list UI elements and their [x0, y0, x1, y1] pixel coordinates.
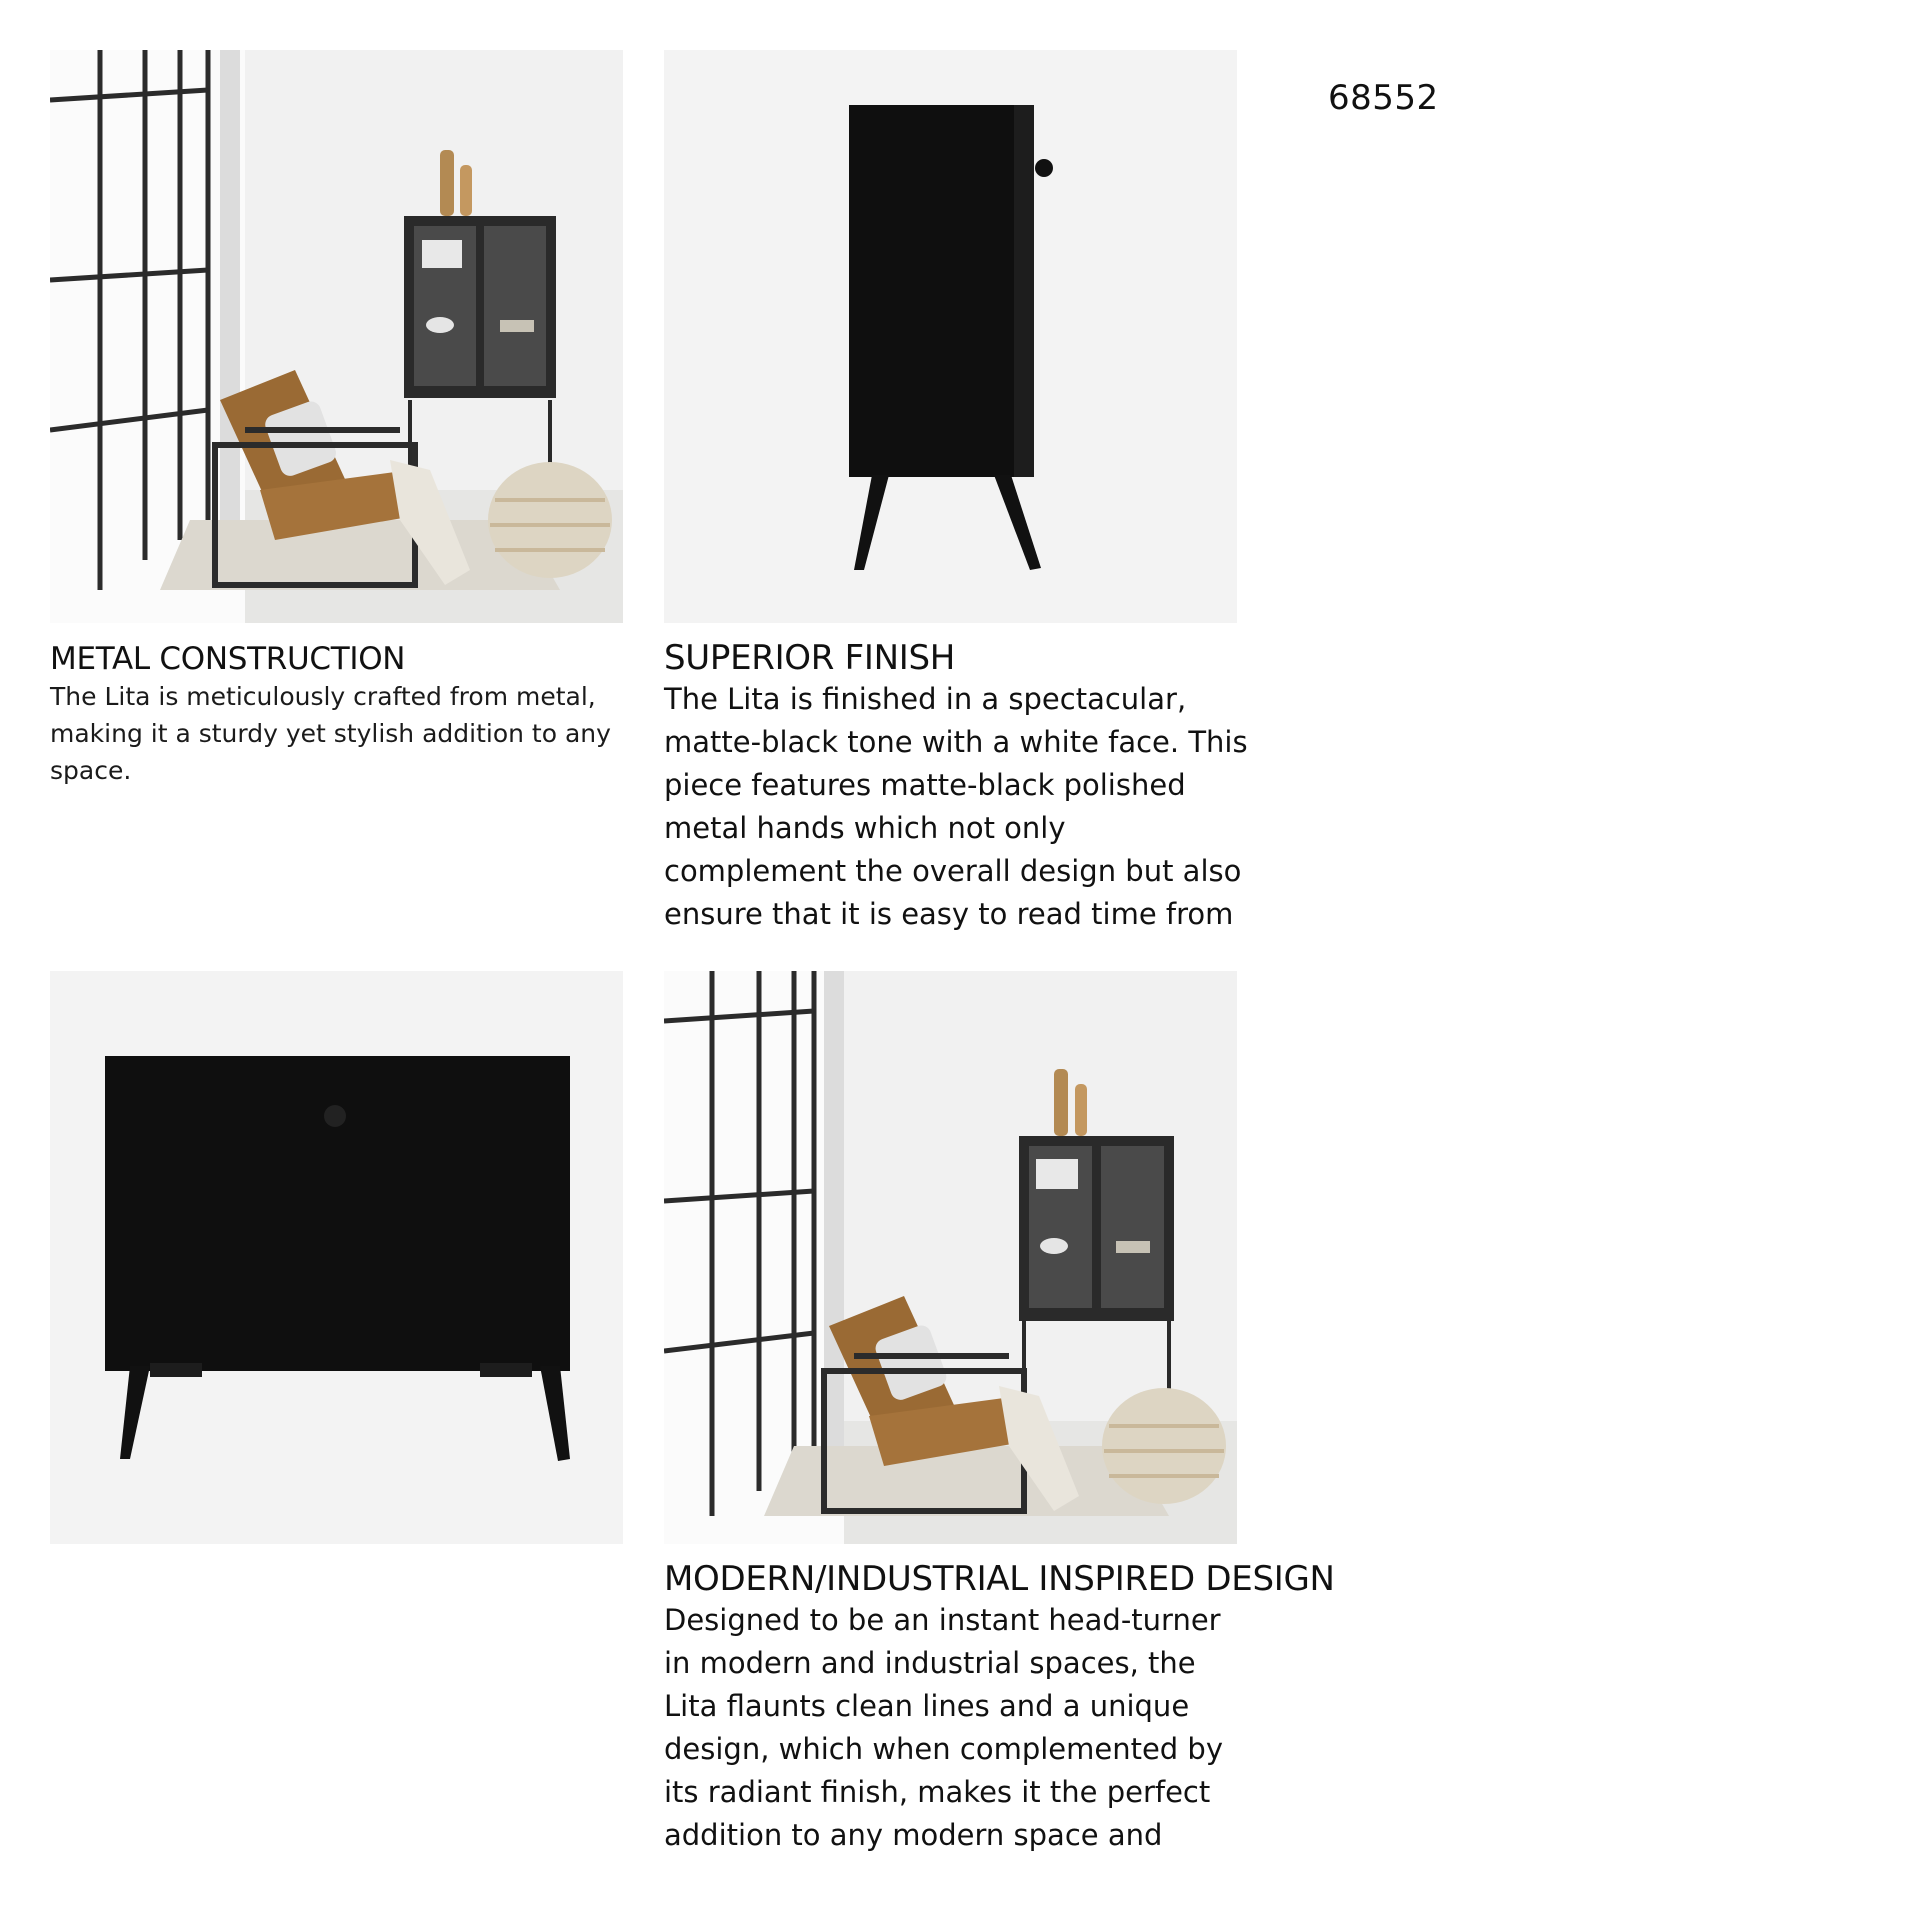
- room-scene-photo-2: [664, 971, 1237, 1544]
- feature-body: The Lita is meticulously crafted from metal, making it a sturdy yet stylish addition to any space.: [50, 682, 611, 785]
- feature-body: Designed to be an instant head-turner in modern and industrial spaces, the Lita flaunts clean lines and a unique design, which when complemented by its radiant finish, makes it the perfect addition to any modern space and: [664, 1603, 1224, 1852]
- feature-superior-finish: [664, 638, 1264, 936]
- feature-title: MODERN/INDUSTRIAL INSPIRED DESIGN: [664, 1559, 1335, 1599]
- product-code: 68552: [1328, 78, 1439, 118]
- cabinet-back-photo: [50, 971, 623, 1544]
- feature-metal-construction: [50, 640, 630, 789]
- room-scene-photo: [50, 50, 623, 623]
- feature-industrial-design: [664, 1559, 1384, 1857]
- feature-body: The Lita is finished in a spectacular, matte-black tone with a white face. This piece features matte-black polished metal hands which not only complement the overall design but also ensure that it is easy to read time from: [664, 682, 1248, 931]
- cabinet-side-photo: [664, 50, 1237, 623]
- feature-title: SUPERIOR FINISH: [664, 638, 955, 678]
- feature-title: METAL CONSTRUCTION: [50, 641, 406, 677]
